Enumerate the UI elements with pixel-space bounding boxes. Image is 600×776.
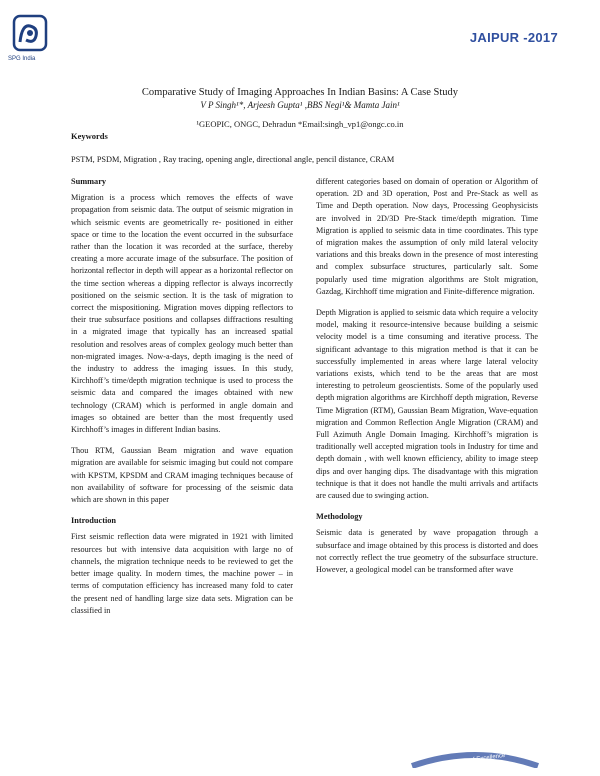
methodology-paragraph-1: Seismic data is generated by wave propagation through a subsurface and image obtained by this process is distorted and does not correctly reflect the true geometry of the subsurface structure. However, a geological model can be transformed after wave xyxy=(316,528,538,575)
methodology-heading: Methodology xyxy=(316,512,363,522)
logo-caption: SPG India xyxy=(8,56,36,62)
paper-title: Comparative Study of Imaging Approaches In Indian Basins: A Case Study xyxy=(141,87,459,98)
keywords-heading: Keywords xyxy=(71,131,108,141)
event-title: JAIPUR -2017 xyxy=(469,30,558,45)
right-column xyxy=(316,176,538,585)
intro-paragraph-3: Depth Migration is applied to seismic data which require a velocity model, making it resource-intensive because building a seismic velocity model is a time consuming and iterative process. The significant advantage to this migration method is that it can be successfully implemented in areas where large lateral velocity variations exists, which tend to be the areas that are most interesting to petroleum geoscientists. Some of the popularly used depth migration algorithms are Kirchhoff depth migration, Reverse Time Migration (RTM), Gaussian Beam Migration, Wave-equation migration and Common Reflection Angle Migration (CRAM) and Full Azimuth Angle Domain Imaging. Kirchhoff’s migration is traditionally well accepted migration tools in Industry for time and depth domain , with well known efficiency, ability to image steep dips and over hanging dips. The disadvantage with this migration technique is that it does not handle the multi arrivals and artifacts are caused due to swinging action. xyxy=(316,308,538,501)
introduction-paragraph-1: First seismic reflection data were migrated in 1921 with limited resources but with intensive data acquisition with large no of channels, the migration technique needs to be reviewed to get the better image quality. In modern times, the machine power – in terms of computation efficiency has increased many fold to cater the present ned of handling large size data sets. Migration can be classified in xyxy=(71,532,293,615)
left-column xyxy=(71,176,293,626)
anniversary-badge-icon xyxy=(410,748,540,768)
anniversary-badge-text: 20 Years of Excellence xyxy=(444,752,506,768)
summary-paragraph-2: Thou RTM, Gaussian Beam migration and wave equation migration are available for seismic imaging but could not compare with KPSTM, KPSDM and CRAM imaging techniques because of non availability of software for processing of the seismic data which are shown in this paper xyxy=(71,446,293,505)
intro-paragraph-2: different categories based on domain of operation or Algorithm of operation. 2D and 3D operation, Post and Pre-Stack as well as Time and Depth operation. Now days, Processing Geophysicists are involved in 2D/3D Pre-Stack time/depth migration. Time Migration is applied to seismic data in time coordinates. This type of migration makes the assumption of only mild lateral velocity variations and this breaks down in the presence of most interesting and complex subsurface structures, particularly salt. Some popularly used time migration algorithms are Stolt migration, Gazdag, Kirchhoff time migration and Finite-difference migration. xyxy=(316,177,538,296)
spg-logo-icon xyxy=(10,14,50,62)
paper-authors: V P Singh¹*, Arjeesh Gupta¹ ,BBS Negi¹& Mamta Jain¹ xyxy=(200,100,400,110)
paper-affiliation: ¹GEOPIC, ONGC, Dehradun *Email:singh_vp1@ongc.co.in xyxy=(196,119,404,129)
introduction-heading: Introduction xyxy=(71,516,117,526)
summary-heading: Summary xyxy=(71,177,107,186)
summary-paragraph-1: Migration is a process which removes the effects of wave propagation from seismic data. The output of seismic migration in which seismic events are geometrically re- positioned in either space or time to the location the event occurred in the subsurface rather than the location it was recorded at the surface, thereby creating a more accurate image of the subsurface. The position of horizontal reflector in depth will appear as a horizontal reflector on the time section whereas a dipping reflector is always incorrectly positioned on the seismic section. It is the task of migration to correct the mispositioning. Migration moves dipping reflectors to their true subsurface positions and collapses diffractions resulting in a migrated image that typically has an increased spatial resolution and resolves areas of complex geology much better than non-migrated images. Now-a-days, depth imaging is the need of the industry to address the imaging issues. In this study, Kirchhoff’s time/depth migration technique is used to process the seismic data and compared the images obtained with new technology (CRAM) which is performed in angle domain and images so obtained are better than the most frequently used Kirchhoff’s images in different Indian basins. xyxy=(71,193,293,435)
keywords-text: PSTM, PSDM, Migration , Ray tracing, opening angle, directional angle, pencil distance, CRAM xyxy=(71,155,395,164)
